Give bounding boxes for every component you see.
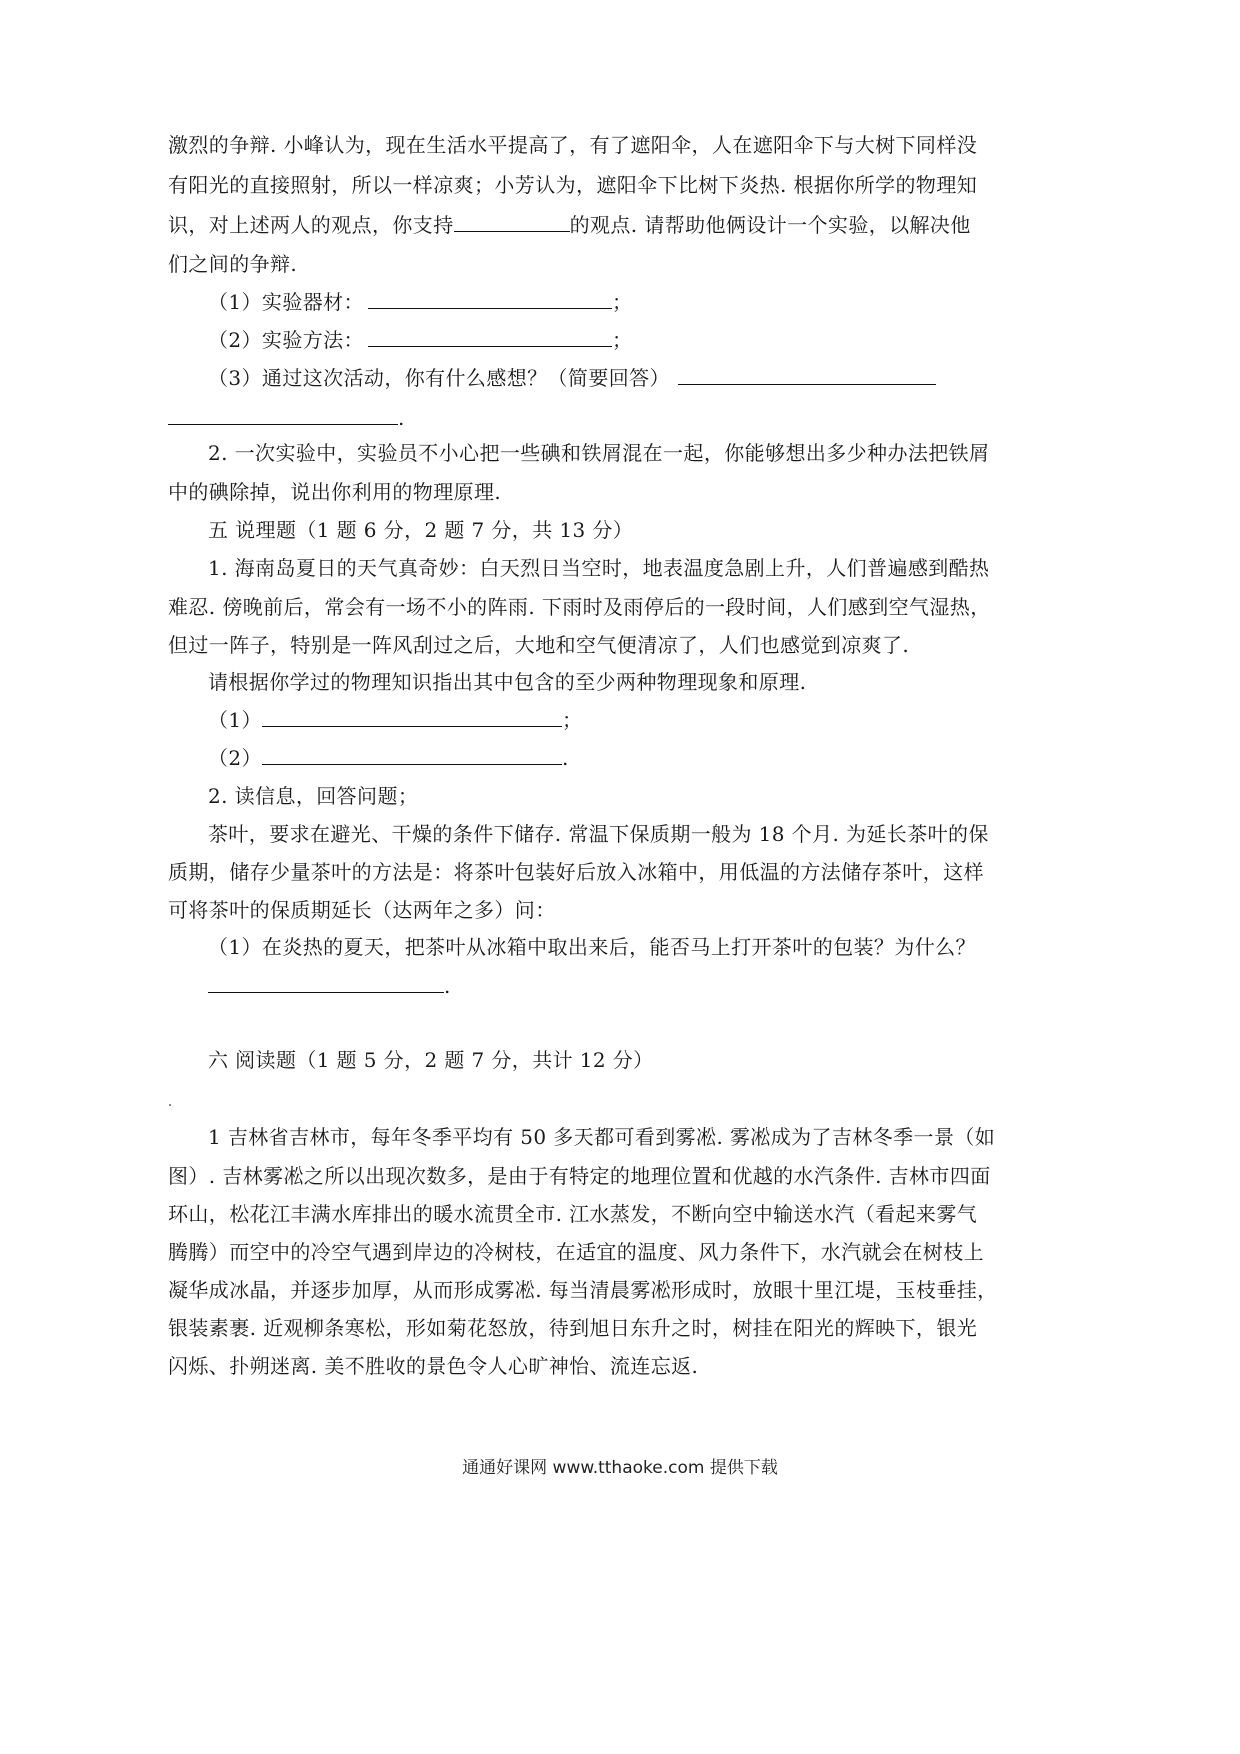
text-line bbox=[168, 213, 971, 237]
text-line: （1）在炎热的夏天，把茶叶从冰箱中取出来后，能否马上打开茶叶的包装？为什么？ bbox=[208, 935, 976, 959]
text-line: 可将茶叶的保质期延长（达两年之多）问： bbox=[168, 898, 556, 922]
text-line: 银装素裹. 近观柳条寒松，形如菊花怒放，待到旭日东升之时，树挂在阳光的辉映下，银光 bbox=[168, 1316, 978, 1340]
text-line: 1 吉林省吉林市，每年冬季平均有 50 多天都可看到雾凇. 雾凇成为了吉林冬季一景（如 bbox=[208, 1125, 996, 1149]
text-line: 腾腾）而空中的冷空气遇到岸边的冷树枝，在适宜的温度、风力条件下，水汽就会在树枝上 bbox=[168, 1240, 984, 1264]
punctuation: ； bbox=[611, 290, 633, 314]
question-label: （1） bbox=[208, 708, 262, 732]
answer-blank[interactable] bbox=[262, 708, 562, 727]
text-line: 凝华成冰晶，并逐步加厚，从而形成雾凇. 每当清晨雾凇形成时，放眼十里江堤，玉枝垂挂， bbox=[168, 1278, 998, 1302]
text-line: 图）. 吉林雾凇之所以出现次数多，是由于有特定的地理位置和优越的水汽条件. 吉林市四面 bbox=[168, 1164, 991, 1188]
answer-blank[interactable] bbox=[368, 328, 612, 347]
punctuation: . bbox=[398, 406, 405, 430]
text-segment: 的观点. 请帮助他俩设计一个实验，以解决他 bbox=[569, 213, 971, 237]
punctuation: ； bbox=[611, 328, 633, 352]
text-line: 中的碘除掉，说出你利用的物理原理. bbox=[168, 480, 502, 504]
text-line: 质期，储存少量茶叶的方法是：将茶叶包装好后放入冰箱中，用低温的方法储存茶叶，这样 bbox=[168, 860, 984, 884]
page-footer: 通通好课网 www.tthaoke.com 提供下载 bbox=[462, 1458, 778, 1478]
question-line bbox=[168, 406, 405, 430]
question-line bbox=[208, 366, 936, 390]
question-label: （2） bbox=[208, 746, 262, 770]
text-line: 有阳光的直接照射，所以一样凉爽；小芳认为，遮阳伞下比树下炎热. 根据你所学的物理知 bbox=[168, 173, 978, 197]
text-line: 茶叶，要求在避光、干燥的条件下储存. 常温下保质期一般为 18 个月. 为延长茶叶的保 bbox=[208, 822, 989, 846]
answer-blank[interactable] bbox=[454, 213, 570, 232]
text-line: 难忍. 傍晚前后，常会有一场不小的阵雨. 下雨时及雨停后的一段时间，人们感到空气湿热， bbox=[168, 595, 991, 619]
text-segment: 识，对上述两人的观点，你支持 bbox=[168, 213, 454, 237]
text-line: 环山，松花江丰满水库排出的暖水流贯全市. 江水蒸发，不断向空中输送水汽（看起来雾气 bbox=[168, 1202, 978, 1226]
text-line: 1. 海南岛夏日的天气真奇妙：白天烈日当空时，地表温度急剧上升，人们普遍感到酷热 bbox=[208, 556, 990, 580]
answer-blank[interactable] bbox=[262, 746, 562, 765]
speck bbox=[169, 1104, 171, 1106]
section-title: 六 阅读题（1 题 5 分，2 题 7 分，共计 12 分） bbox=[208, 1048, 654, 1072]
punctuation: . bbox=[444, 974, 451, 998]
text-line: 但过一阵子，特别是一阵风刮过之后，大地和空气便清凉了，人们也感觉到凉爽了. bbox=[168, 633, 910, 657]
question-line bbox=[208, 290, 632, 314]
answer-blank[interactable] bbox=[368, 290, 612, 309]
answer-blank[interactable] bbox=[168, 406, 398, 425]
text-line: 2. 一次实验中，实验员不小心把一些碘和铁屑混在一起，你能够想出多少种办法把铁屑 bbox=[208, 441, 990, 465]
question-label: （1）实验器材： bbox=[208, 290, 364, 314]
question-line bbox=[208, 974, 451, 998]
text-line: 们之间的争辩. bbox=[168, 252, 298, 276]
answer-blank[interactable] bbox=[678, 366, 936, 385]
question-label: （3）通过这次活动，你有什么感想？（简要回答） bbox=[208, 366, 670, 390]
answer-blank[interactable] bbox=[208, 974, 444, 993]
question-line bbox=[208, 328, 632, 352]
section-title: 五 说理题（1 题 6 分，2 题 7 分，共 13 分） bbox=[208, 518, 634, 542]
punctuation: . bbox=[561, 746, 569, 770]
text-line: 激烈的争辩. 小峰认为，现在生活水平提高了，有了遮阳伞，人在遮阳伞下与大树下同样没 bbox=[168, 133, 978, 157]
question-line bbox=[208, 746, 569, 770]
punctuation: ； bbox=[561, 708, 583, 732]
question-label: （2）实验方法： bbox=[208, 328, 364, 352]
text-line: 请根据你学过的物理知识指出其中包含的至少两种物理现象和原理. bbox=[208, 670, 807, 694]
text-line: 闪烁、扑朔迷离. 美不胜收的景色令人心旷神怡、流连忘返. bbox=[168, 1354, 699, 1378]
text-line: 2. 读信息，回答问题； bbox=[208, 784, 419, 808]
question-line bbox=[208, 708, 582, 732]
